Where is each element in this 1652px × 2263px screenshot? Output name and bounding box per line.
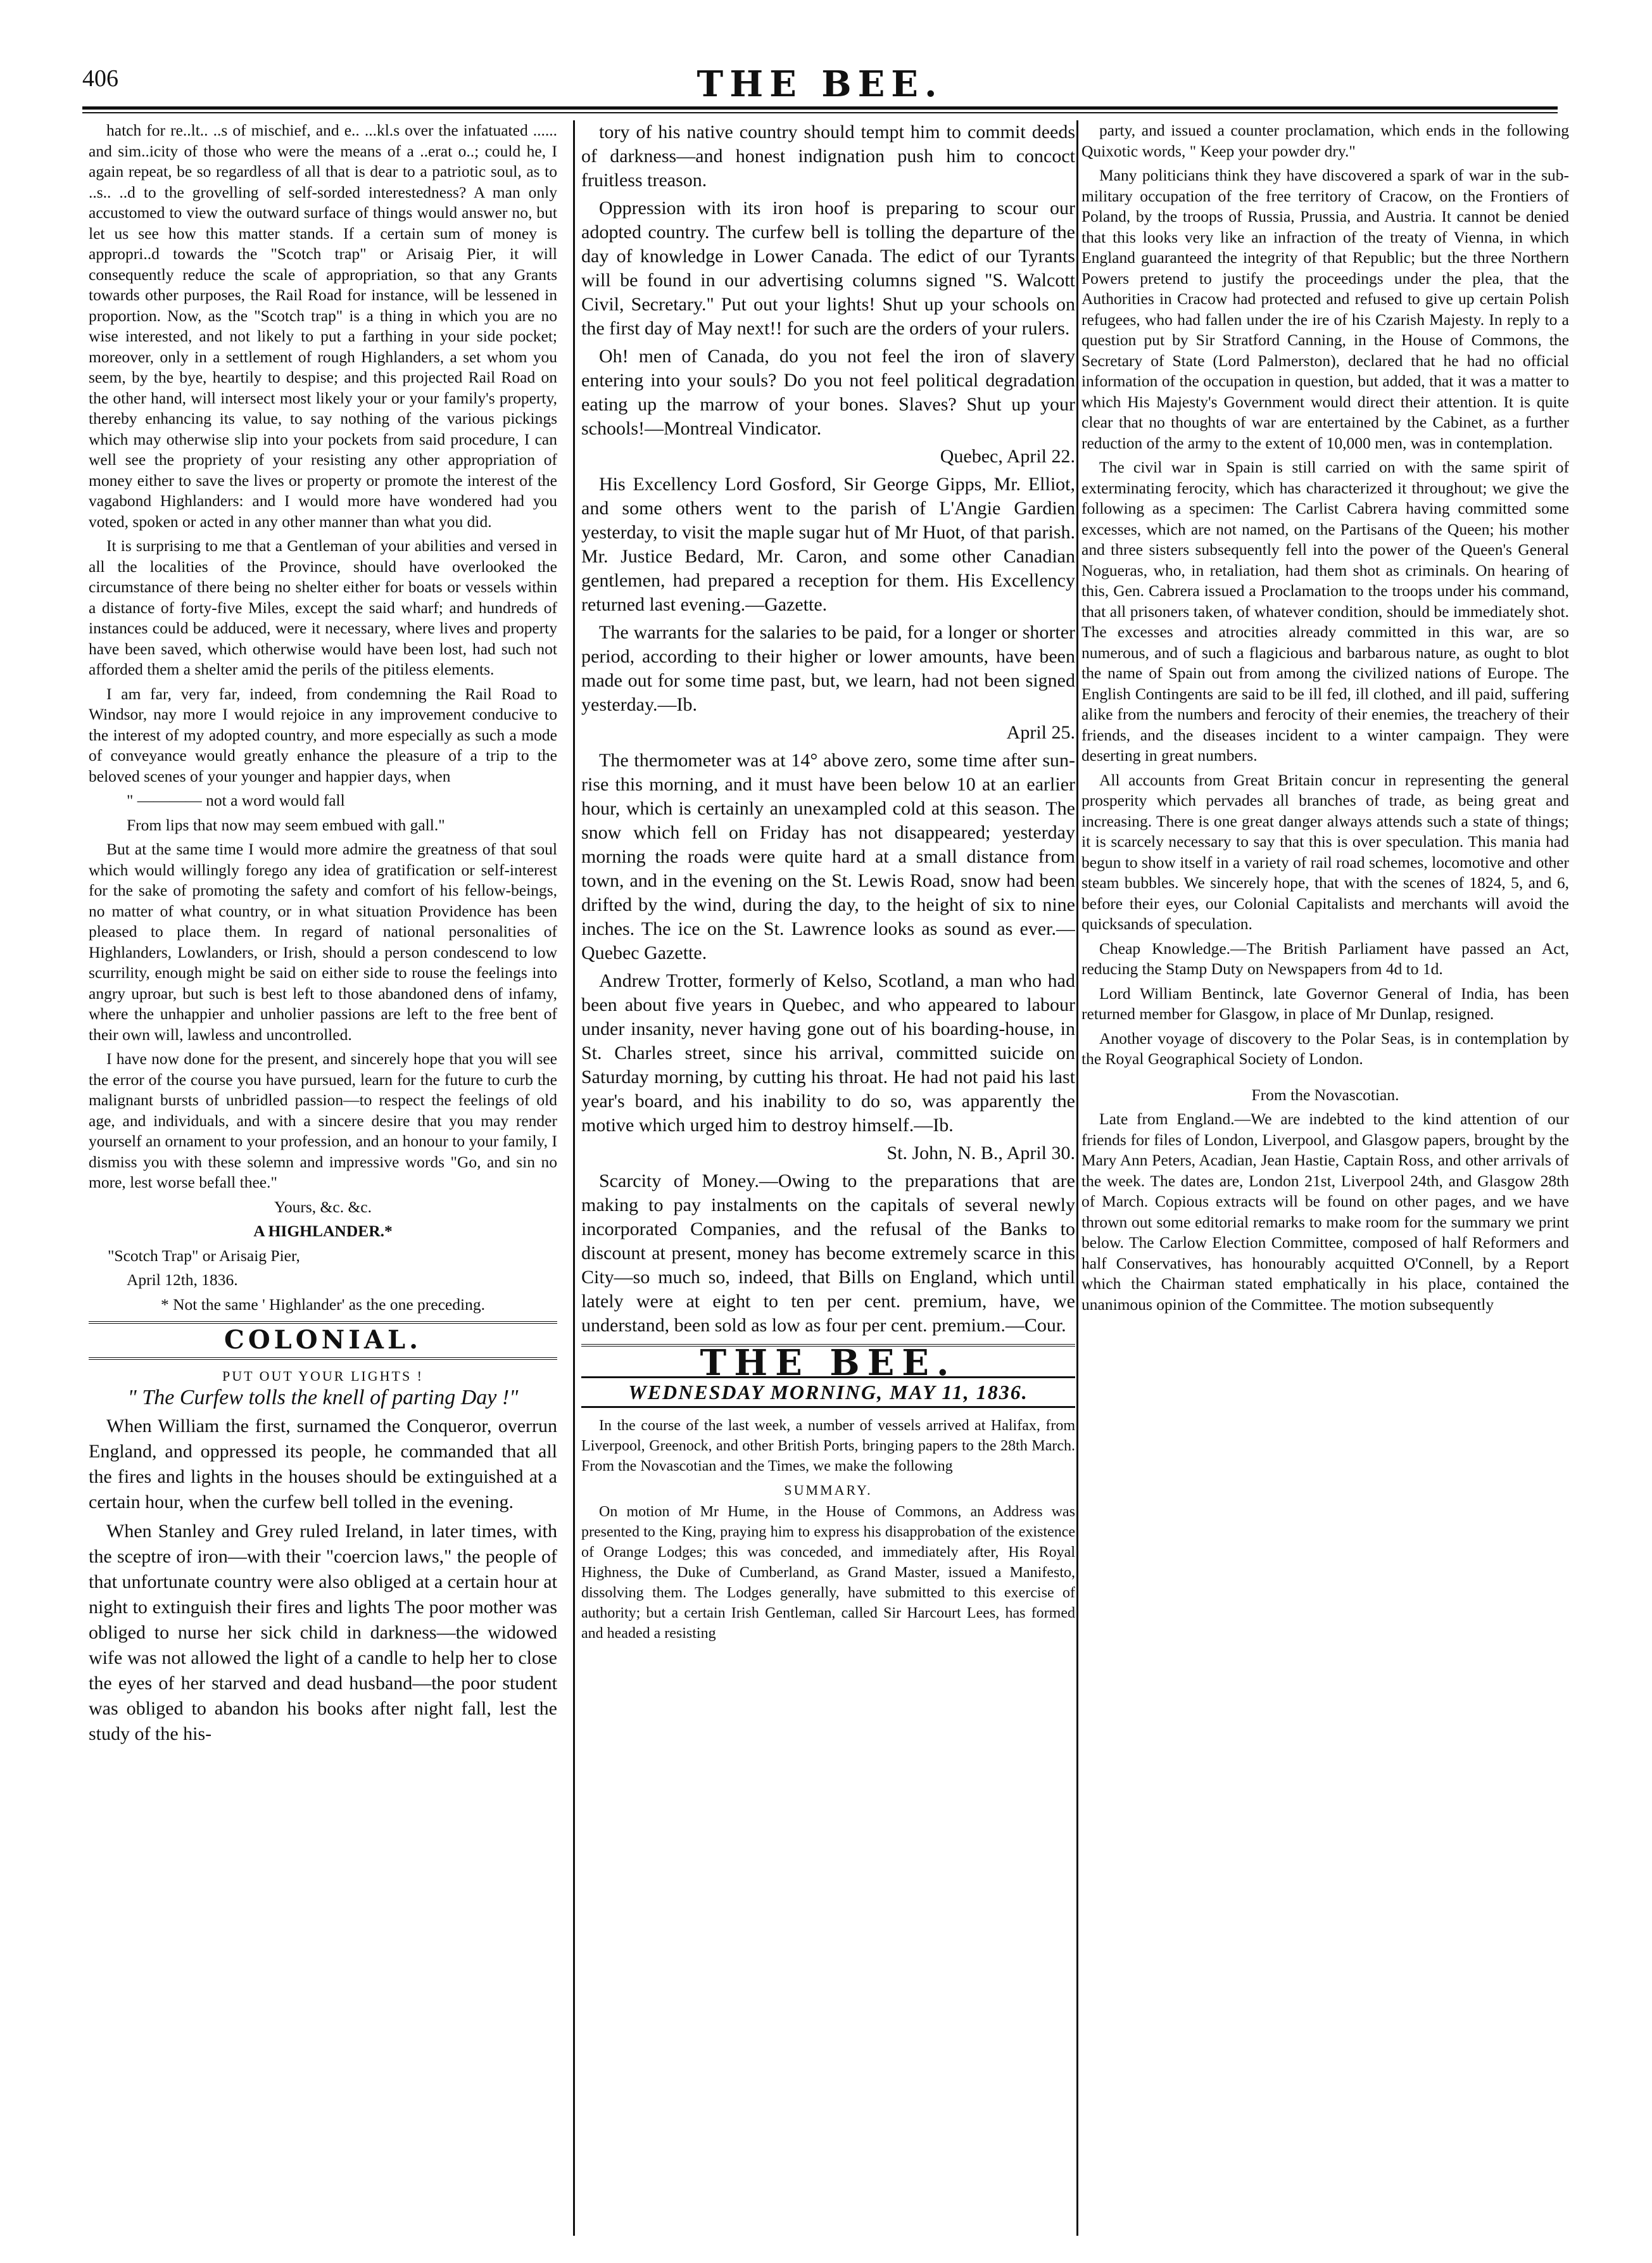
column-1 [89,120,557,2242]
colonial-heading: COLONIAL. [224,1325,422,1355]
column-rule-2 [1076,120,1078,2236]
section-divider [89,1321,557,1324]
article-paragraph: Oh! men of Canada, do you not feel the iron of slavery entering into your souls? Do you not feel political degradation eating up the marrow of your bones. Slaves? Shut up your schools!—Montreal Vindicator. [581,346,1075,439]
verse-line: From lips that now may seem embued with gall." [127,815,445,834]
article-paragraph: Late from England.—We are indebted to the kind attention of our friends for files of London, Liverpool, and Glasgow papers, brought by the Mary Ann Peters, Acadian, Jean Hastie, Captain Ross, and other arrivals of the week. The dates are, London 21st, Liverpool 24th, and Glasgow 28th of March. Copious extracts will be found on other pages, and we have thrown out some editorial remarks to make room for the summary we print below. The Carlow Election Committee, composed of half Reformers and half Conservatives, has honourably acquitted O'Connell, by a Report which the Chairman stated emphatically in his place, contained the unanimous opinion of the Committee. The motion subsequently [1081,1110,1569,1314]
article-paragraph: When Stanley and Grey ruled Ireland, in later times, with the sceptre of iron—with their "coercion laws," the people of that unfortunate country were also obliged at a certain hour at night to extinguish their fires and lights The poor mother was obliged to nurse her sick child in darkness—the widowed wife was not allowed the light of a candle to help her to close the eyes of her starved and dead husband—the poor student was obliged to abandon his books after night fall, lest the study of the his- [89,1520,557,1744]
article-paragraph: hatch for re..lt.. ..s of mischief, and e.. ...kl.s over the infatuated ...... and sim..icity of those who were the means of a ..erat o..; could he, I again repeat, be so regardless of all that is dear to a patriotic soul, as to ..s.. ..d to the grovelling of self-sorded interestedness? A man only accustomed to view the outward surface of things would answer no, but let us see how this matter stands. If a certain sum of money is appropri..d towards the "Scotch trap" or Arisaig Pier, it will consequently reduce the scale of appropriation, so that any Grants towards other purposes, the Rail Road for instance, will be lessened in proportion. Now, as the "Scotch trap" is a thing in which you are no wise interested, and not likely to put a farthing in your side pocket; moreover, only in a settlement of rough Highlanders, a set whom you seem, by the bye, heartily to despise; and this projected Rail Road on the other hand, will intersect most likely your or your family's property, thereby enhancing its value, to say nothing of the various pickings which may otherwise slip into your pockets from said procedure, I can well see the propriety of your resisting any other appropriation of money either to save the lives or property or promote the interest of the vagabond Highlanders: and I would more have wondered had you voted, spoken or acted in any other manner than what you did. [89,121,557,531]
summary-section [581,1416,1075,1644]
dateline: St. John, N. B., April 30. [886,1143,1075,1163]
letter-signature: A HIGHLANDER.* [253,1222,393,1240]
colonial-subhead: PUT OUT YOUR LIGHTS ! [222,1367,424,1384]
article-paragraph: Andrew Trotter, formerly of Kelso, Scotland, a man who had been about five years in Quebec, and who appeared to labour under insanity, never having gone out of his boarding-house, in St. Charles street, since his arrival, committed suicide on Saturday morning, by cutting his throat. He had not paid his last year's board, and his inability to do so, was apparently the motive which urged him to destroy himself.—Ib. [581,970,1075,1136]
colonial-article [89,1414,557,1747]
masthead-rule [82,106,1558,110]
masthead [82,63,1558,105]
article-paragraph: In the course of the last week, a number of vessels arrived at Halifax, from Liverpool, Greenock, and other British Ports, bringing papers to the 28th March. From the Novascotian and the Times, we make the following [581,1417,1075,1474]
section-divider [89,1357,557,1360]
letter-closing: Yours, &c. &c. [274,1197,372,1216]
article-paragraph: tory of his native country should tempt him to commit deeds of darkness—and honest indignation push him to concoct fruitless treason. [581,122,1075,191]
issue-date: WEDNESDAY MORNING, MAY 11, 1836. [581,1376,1075,1409]
article-paragraph: Another voyage of discovery to the Polar Seas, is in contemplation by the Royal Geographical Society of London. [1081,1029,1569,1068]
paper-title: THE BEE. [697,63,943,105]
dateline: April 25. [1006,722,1075,743]
article-paragraph: It is surprising to me that a Gentleman of your abilities and versed in all the localities of the Province, should have overlooked the circumstance of there being no shelter either for boats or vessels within a distance of forty-five Miles, except the said wharf; and hundreds of instances could be adduced, were it necessary, where lives and property have been saved, which otherwise would have been lost, had such not afforded them a shelter amid the perils of the pitiless elements. [89,536,557,678]
article-paragraph: Cheap Knowledge.—The British Parliament have passed an Act, reducing the Stamp Duty on Newspapers from 4d to 1d. [1081,939,1569,978]
article-paragraph: When William the first, surnamed the Conqueror, overrun England, and oppressed its people, he commanded that all the fires and lights in the houses should be extinguished at a certain hour, when the curfew bell tolled in the evening. [89,1415,557,1512]
dateline: Quebec, April 22. [940,446,1075,467]
verse-line: " ———— not a word would fall [127,791,345,809]
column-2 [581,120,1075,2242]
letter-date: April 12th, 1836. [127,1271,238,1289]
article-paragraph: On motion of Mr Hume, in the House of Commons, an Address was presented to the King, praying him to express his disapprobation of the existence of Orange Lodges; this was conceded, and immediately after, His Royal Highness, the Duke of Cumberland, as Grand Master, issued a Manifesto, dissolving them. The Lodges generally, have submitted to this exercise of authority; but a certain Irish Gentleman, called Sir Harcourt Lees, has formed and headed a resisting [581,1504,1075,1642]
article-paragraph: party, and issued a counter proclamation, which ends in the following Quixotic words, " Keep your powder dry." [1081,121,1569,160]
footnote: * Not the same ' Highlander' as the one preceding. [161,1295,485,1314]
article-paragraph: Many politicians think they have discovered a spark of war in the sub-military occupation of the free territory of Cracow, on the Frontiers of Poland, by the troops of Russia, Prussia, and Austria. It cannot be denied that this looks very like an infraction of the treaty of Vienna, in which England guaranteed the integrity of that Republic; but the three Northern Powers pretend to justify the proceedings under the plea, that the Authorities in Cracow had protected and refused to give up certain Polish refugees, who had fallen under the ire of his Czarish Majesty. In reply to a question put by Sir Stratford Canning, in the House of Commons, the Secretary of State (Lord Palmerston), declared that he had no official information of the occupation in question, but added, that it was a matter to which His Majesty's Government would direct their attention. It is quite clear that no thoughts of war are entertained by the Cabinet, as a further reduction of the army to the extent of 10,000 men, was in contemplation. [1081,166,1569,452]
article-paragraph: Lord William Bentinck, late Governor General of India, has been returned member for Glasgow, in place of Mr Dunlap, resigned. [1081,984,1569,1023]
source-line: From the Novascotian. [1251,1085,1399,1104]
article-paragraph: I have now done for the present, and sincerely hope that you will see the error of the course you have pursued, learn for the future to curb the malignant bursts of unbridled passion—to respect the feelings of old age, and individuals, and with a sincere desire that you may render yourself an ornament to your profession, and an honour to your family, I dismiss you with these solemn and impressive words "Go, and sin no more, lest worse befall thee." [89,1049,557,1191]
page-number: 406 [82,65,118,92]
article-paragraph: I am far, very far, indeed, from condemning the Rail Road to Windsor, nay more I would rejoice in any improvement conducive to the interest of my adopted country, and more especially as such a mode of conveyance would greatly enhance the pleasure of a trip to the beloved scenes of your younger and happier days, when [89,684,557,785]
article-paragraph: His Excellency Lord Gosford, Sir George Gipps, Mr. Elliot, and some others went to the parish of L'Angie Gardien yesterday, to visit the maple sugar hut of Mr Huot, of that parish. Mr. Justice Bedard, Mr. Caron, and some other Canadian gentlemen, had prepared a reception for them. His Excellency returned last evening.—Gazette. [581,474,1075,615]
summary-heading: SUMMARY. [784,1482,873,1498]
colonial-italic-head: " The Curfew tolls the knell of parting Day !" [127,1386,519,1409]
article-paragraph: The thermometer was at 14° above zero, some time after sun-rise this morning, and it must have been below 10 at an earlier hour, which is certainly an unexampled cold at this season. The snow which fell on Friday has not disappeared; yesterday morning the roads were quite hard at a small distance from town, and in the evening on the St. Lewis Road, snow had been drifted by the wind, during the day, to the height of six to nine inches. The ice on the St. Lawrence looks as sound as ever.—Quebec Gazette. [581,750,1075,963]
article-paragraph: Oppression with its iron hoof is preparing to scour our adopted country. The curfew bell is tolling the departure of the day of knowledge in Lower Canada. The edict of our Tyrants will be found in our advertising columns signed "S. Walcott Civil, Secretary." Put out your lights! Shut up your schools on the first day of May next!! for such are the orders of your rulers. [581,198,1075,339]
article-paragraph: But at the same time I would more admire the greatness of that soul which would willingly forego any idea of gratification or self-interest for the sake of promoting the safety and comfort of his fellow-beings, no matter of what country, or in what situation Providence has been pleased to place them. In regard of national personalities of Highlanders, Lowlanders, or Irish, should a person condescend to low scurrility, enough might be said on either side to rouse the feelings into angry uproar, but such is best left to those abandoned dens of infamy, where the unhappier and unholier passions are left to the free bent of their own will, lawless and uncontrolled. [89,840,557,1044]
article-paragraph: The warrants for the salaries to be paid, for a longer or shorter period, according to their higher or lower amounts, have been made out for some time past, but, we learn, had not been signed yesterday.—Ib. [581,622,1075,715]
article-paragraph: All accounts from Great Britain concur in representing the general prosperity which pervades all branches of trade, as being great and increasing. There is one great danger always attends such a state of things; it is scarcely necessary to say that this is over speculation. This mania had begun to show itself in a variety of rail road schemes, locomotive and other steam bubbles. We sincerely hope, that with the scenes of 1824, 5, and 6, before their eyes, our Colonial Capitalists and merchants will avoid the quicksands of speculation. [1081,770,1569,933]
letter-address: "Scotch Trap" or Arisaig Pier, [108,1246,300,1265]
article-paragraph: Scarcity of Money.—Owing to the preparations that are making to pay instalments on the capitals of several newly incorporated Companies, and the refusal of the Banks to discount at present, money has become extremely scarce in this City—so much so, indeed, that Bills on England, which until lately were at eight to ten per cent. premium, have, we understand, been sold as low as four per cent. premium.—Cour. [581,1170,1075,1336]
article-paragraph: The civil war in Spain is still carried on with the same spirit of exterminating ferocity, which has characterized it throughout; we give the following as a specimen: The Carlist Cabrera having committed some excesses, which are not named, on the Partisans of the Queen; his mother and three sisters subsequently fell into the power of the Queen's General Nogueras, who, in retaliation, had them shot as criminals. On hearing of this, Gen. Cabrera issued a Proclamation to the troops under his command, that all prisoners taken, of whatever condition, should be immediately shot. The excesses and atrocities already committed in this war, are so numerous, and of such a flagicious and barbarous nature, as ought to blot the name of Spain out from among the civilized nations of Europe. The English Contingents are said to be ill fed, ill clothed, and ill paid, suffering alike from the numbers and ferocity of their enemies, the treachery of their friends, and the diseases incident to a winter campaign. They were deserting in great numbers. [1081,458,1569,764]
masthead-rule-thin [82,112,1558,113]
bee-heading: THE BEE. [700,1342,957,1384]
column-rule-1 [573,120,575,2236]
column-3 [1081,120,1569,2242]
